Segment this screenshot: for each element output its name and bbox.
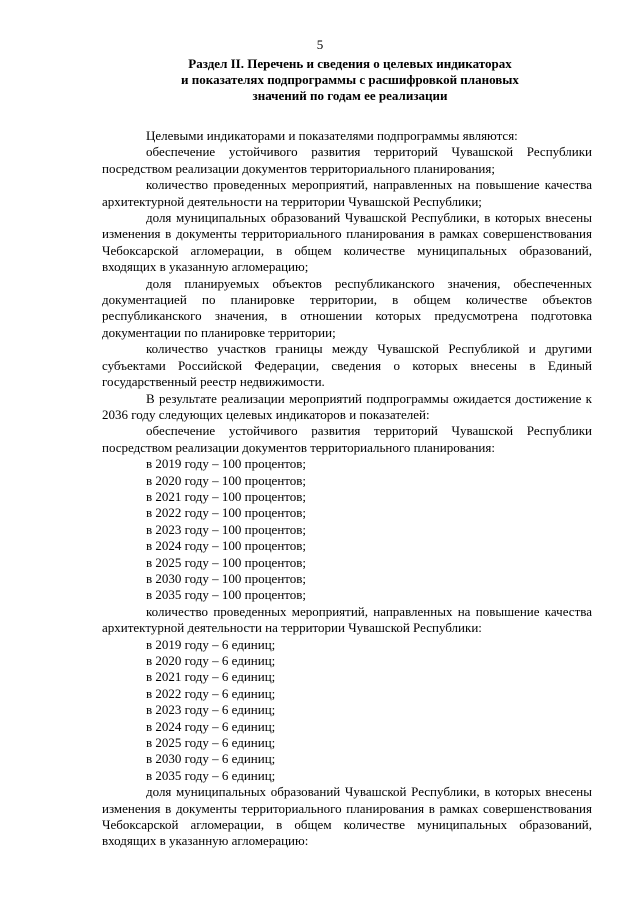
- list-item: в 2021 году – 100 процентов;: [146, 488, 307, 504]
- expected-results-paragraph: В результате реализации мероприятий подпрограммы ожидается достижение к 2036 году следующих целевых индикаторов и показателей:: [102, 390, 592, 422]
- intro-indicator-3: доля муниципальных образований Чувашской Республики, в которых внесены изменения в документы территориального планирования в рамках совершенствования Чебоксарской агломерации, в общем количестве муниципальных образований, входящих в указанную агломерацию;: [102, 210, 592, 275]
- heading-line-2: и показателях подпрограммы с расшифровкой плановых: [181, 72, 519, 87]
- list-item: в 2035 году – 6 единиц;: [146, 767, 276, 783]
- intro-paragraph: Целевыми индикаторами и показателями подпрограммы являются:: [146, 128, 518, 143]
- indicator-1-title: обеспечение устойчивого развития территорий Чувашской Республики посредством реализации документов территориального планирования:: [102, 423, 592, 455]
- list-item: в 2019 году – 100 процентов;: [146, 456, 307, 472]
- intro-indicator-4: доля планируемых объектов республиканского значения, обеспеченных документацией по планировке территории, в общем количестве объектов республиканского значения, в отношении которых предусмотрена подготовка документации по планировке территории;: [102, 275, 592, 340]
- list-item: в 2023 году – 100 процентов;: [146, 521, 307, 537]
- heading-line-3: значений по годам ее реализации: [252, 88, 448, 103]
- indicator-1-list: [102, 456, 592, 604]
- indicator-2-title: количество проведенных мероприятий, направленных на повышение качества архитектурной деятельности на территории Чувашской Республики:: [102, 603, 592, 636]
- list-item: в 2035 году – 100 процентов;: [146, 587, 307, 603]
- list-item: в 2020 году – 100 процентов;: [146, 472, 307, 488]
- indicator-3-title: доля муниципальных образований Чувашской Республики, в которых внесены изменения в документы территориального планирования в рамках совершенствования Чебоксарской агломерации, в общем количестве муниципальных образований, входящих в указанную агломерацию:: [102, 784, 592, 849]
- intro-indicator-1: обеспечение устойчивого развития территорий Чувашской Республики посредством реализации документов территориального планирования;: [102, 144, 592, 176]
- intro-indicator-5: количество участков границы между Чувашской Республикой и другими субъектами Российской Федерации, сведения о которых внесены в Единый государственный реестр недвижимости.: [102, 341, 592, 390]
- heading-line-1: Раздел II. Перечень и сведения о целевых индикаторах: [188, 56, 512, 71]
- list-item: в 2025 году – 6 единиц;: [146, 735, 276, 751]
- list-item: в 2024 году – 100 процентов;: [146, 538, 307, 554]
- list-item: в 2022 году – 100 процентов;: [146, 505, 307, 521]
- section-heading: [110, 56, 590, 104]
- list-item: в 2030 году – 100 процентов;: [146, 570, 307, 586]
- list-item: в 2024 году – 6 единиц;: [146, 718, 276, 734]
- list-item: в 2025 году – 100 процентов;: [146, 554, 307, 570]
- list-item: в 2019 году – 6 единиц;: [146, 636, 276, 652]
- indicator-2-list: [102, 637, 592, 785]
- page-number: 5: [316, 37, 324, 52]
- list-item: в 2030 году – 6 единиц;: [146, 751, 276, 767]
- list-item: в 2020 году – 6 единиц;: [146, 653, 276, 668]
- list-item: в 2023 году – 6 единиц;: [146, 702, 276, 718]
- intro-indicator-2: количество проведенных мероприятий, направленных на повышение качества архитектурной деятельности на территории Чувашской Республики;: [102, 177, 592, 209]
- list-item: в 2022 году – 6 единиц;: [146, 685, 276, 701]
- document-body: [102, 128, 592, 850]
- list-item: в 2021 году – 6 единиц;: [146, 669, 276, 685]
